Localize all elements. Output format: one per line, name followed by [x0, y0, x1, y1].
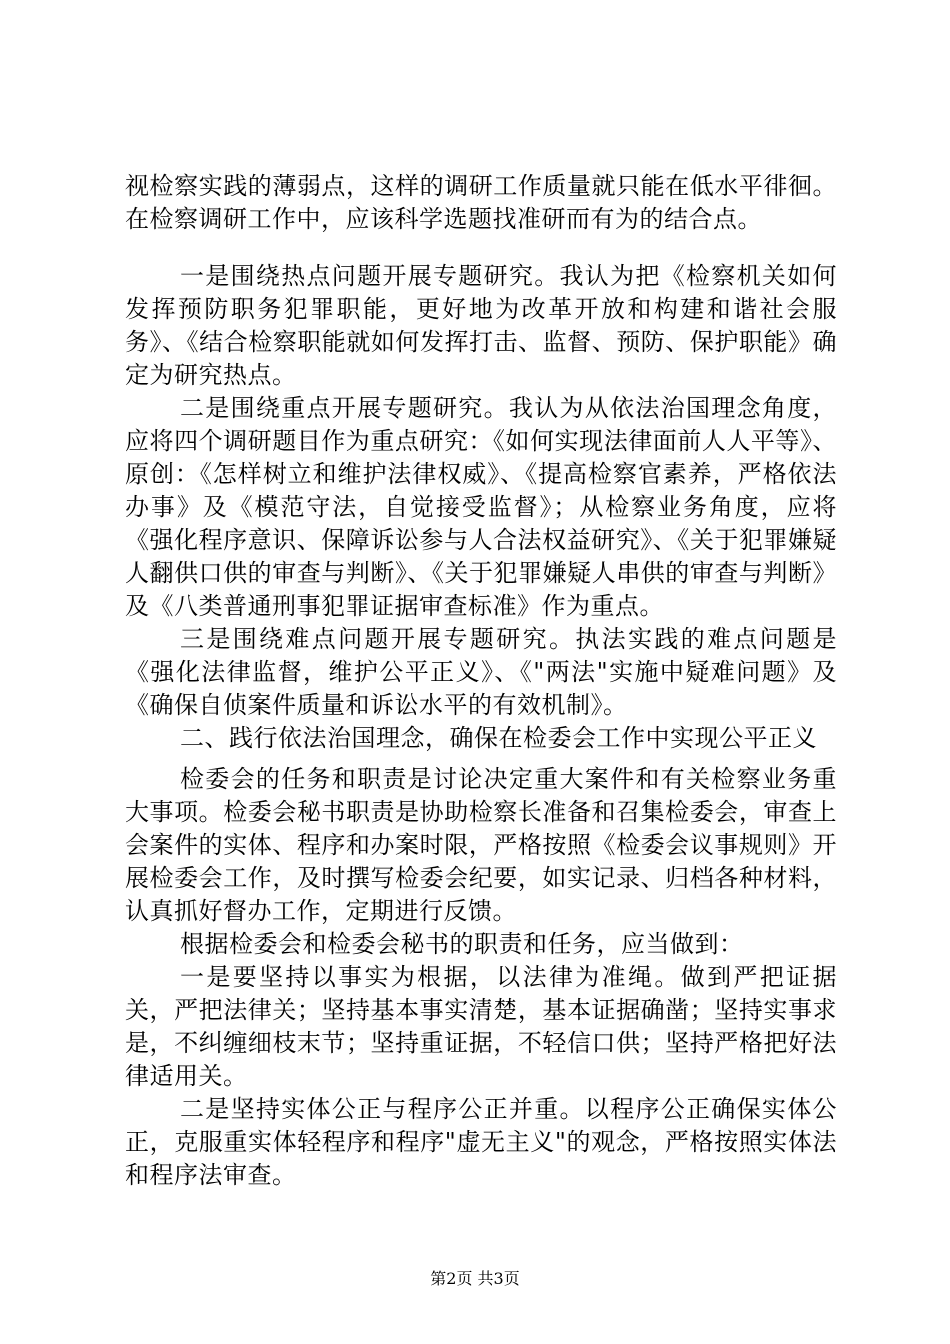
- paragraph-continuation: 视检察实践的薄弱点，这样的调研工作质量就只能在低水平徘徊。在检察调研工作中，应该科学选题找准研而有为的结合点。: [125, 172, 837, 233]
- paragraph-should-do: 根据检委会和检委会秘书的职责和任务，应当做到：: [180, 930, 744, 958]
- paragraph-point-one: 一是要坚持以事实为根据，以法律为准绳。做到严把证据关，严把法律关；坚持基本事实清楚，基本证据确凿；坚持实事求是，不纠缠细枝末节；坚持重证据，不轻信口供；坚持严格把好法律适用关。: [125, 963, 837, 1090]
- document-body: [125, 170, 837, 1192]
- paragraph-hot-topics: 一是围绕热点问题开展专题研究。我认为把《检察机关如何发挥预防职务犯罪职能，更好地为改革开放和构建和谐社会服务》、《结合检察职能就如何发挥打击、监督、预防、保护职能》确定为研究热点。: [125, 262, 837, 389]
- paragraph-key-topics: 二是围绕重点开展专题研究。我认为从依法治国理念角度，应将四个调研题目作为重点研究：《如何实现法律面前人人平等》、原创：《怎样树立和维护法律权威》、《提高检察官素养，严格依法办事》及《模范守法，自觉接受监督》；从检察业务角度，应将《强化程序意识、保障诉讼参与人合法权益研究》、《关于犯罪嫌疑人翻供口供的审查与判断》、《关于犯罪嫌疑人串供的审查与判断》及《八类普通刑事犯罪证据审查标准》作为重点。: [125, 394, 837, 620]
- paragraph-committee-duties: 检委会的任务和职责是讨论决定重大案件和有关检察业务重大事项。检委会秘书职责是协助检察长准备和召集检委会，审查上会案件的实体、程序和办案时限，严格按照《检委会议事规则》开展检委会工作，及时撰写检委会纪要，如实记录、归档各种材料，认真抓好督办工作，定期进行反馈。: [125, 765, 837, 925]
- page-number-footer: 第2页 共3页: [430, 1269, 520, 1288]
- paragraph-difficult-topics: 三是围绕难点问题开展专题研究。执法实践的难点问题是《强化法律监督，维护公平正义》、《"两法"实施中疑难问题》及《确保自侦案件质量和诉讼水平的有效机制》。: [125, 625, 837, 719]
- paragraph-point-two: 二是坚持实体公正与程序公正并重。以程序公正确保实体公正，克服重实体轻程序和程序"虚无主义"的观念，严格按照实体法和程序法审查。: [125, 1095, 837, 1189]
- section-heading-two: 二、践行依法治国理念，确保在检委会工作中实现公平正义: [180, 724, 817, 752]
